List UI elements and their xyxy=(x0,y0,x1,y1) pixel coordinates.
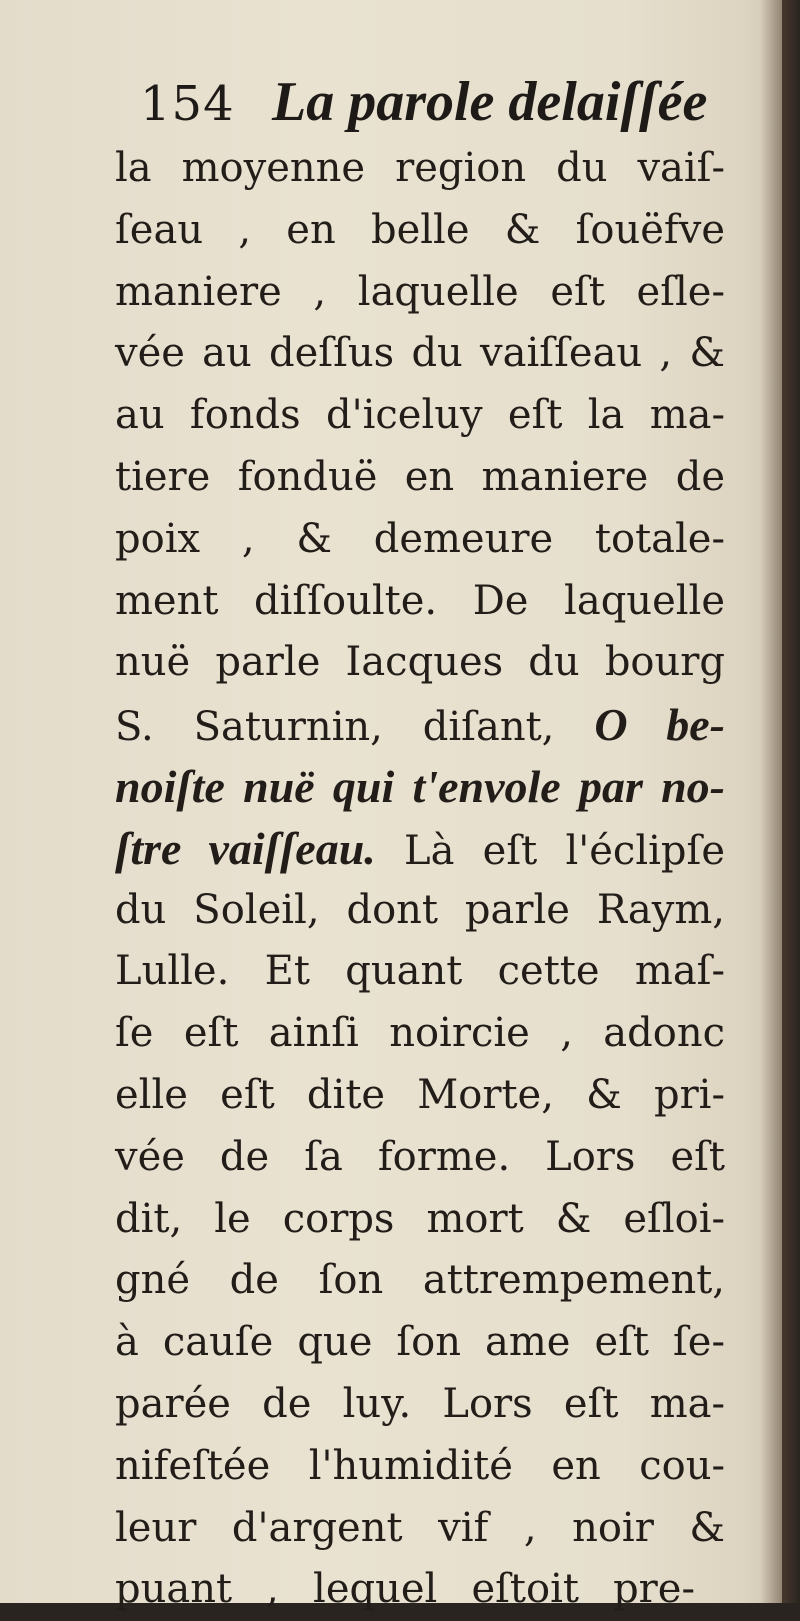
text-line: à cauſe que ſon ame eſt ſe- xyxy=(115,1319,725,1366)
text-line: gné de ſon attrempement, xyxy=(115,1257,725,1304)
text-line: vée de ſa forme. Lors eſt xyxy=(115,1133,725,1180)
text-line: dit, le corps mort & eſloi- xyxy=(115,1195,725,1242)
text-line: ſeau , en belle & ſouëfve xyxy=(115,206,725,253)
italic-segment: O be- xyxy=(594,699,725,751)
text-line: au fonds d'iceluy eſt la ma- xyxy=(115,392,725,439)
text-line-mixed xyxy=(115,818,725,880)
text-line: poix , & demeure totale- xyxy=(115,515,725,562)
text-line: nuë parle Iacques du bourg xyxy=(115,639,725,686)
text-line: vée au deſſus du vaiſſeau , & xyxy=(115,330,725,377)
text-line: nifeſtée l'humidité en cou- xyxy=(115,1442,725,1489)
text-line-italic: noiſte nuë qui t'envole par no- xyxy=(115,760,725,812)
text-line: parée de luy. Lors eſt ma- xyxy=(115,1380,725,1427)
text-segment: S. Saturnin, diſant, xyxy=(115,704,555,751)
text-line: du Soleil, dont parle Raym, xyxy=(115,886,725,933)
running-title: La parole delaiſſée xyxy=(272,71,708,133)
text-line: elle eſt dite Morte, & pri- xyxy=(115,1071,725,1118)
text-line: la moyenne region du vaiſ- xyxy=(115,145,725,191)
body-text xyxy=(115,138,755,1621)
text-line: ment diſſoulte. De laquelle xyxy=(115,577,725,624)
page-header xyxy=(140,64,740,146)
text-line-mixed xyxy=(115,694,725,756)
text-line: puant , lequel eſtoit pre- xyxy=(115,1566,695,1613)
text-line: maniere , laquelle eſt eſle- xyxy=(115,268,725,315)
text-line: leur d'argent vif , noir & xyxy=(115,1504,725,1551)
italic-segment: ſtre vaiſſeau. xyxy=(115,822,376,874)
text-line: Lulle. Et quant cette maſ- xyxy=(115,948,725,995)
page-number: 154 xyxy=(140,76,235,132)
binding-shadow xyxy=(760,0,800,1603)
text-line: ſe eſt ainſi noircie , adonc xyxy=(115,1010,725,1057)
text-segment: Là eſt l'éclipſe xyxy=(404,827,725,874)
text-line: tiere fonduë en maniere de xyxy=(115,453,725,500)
